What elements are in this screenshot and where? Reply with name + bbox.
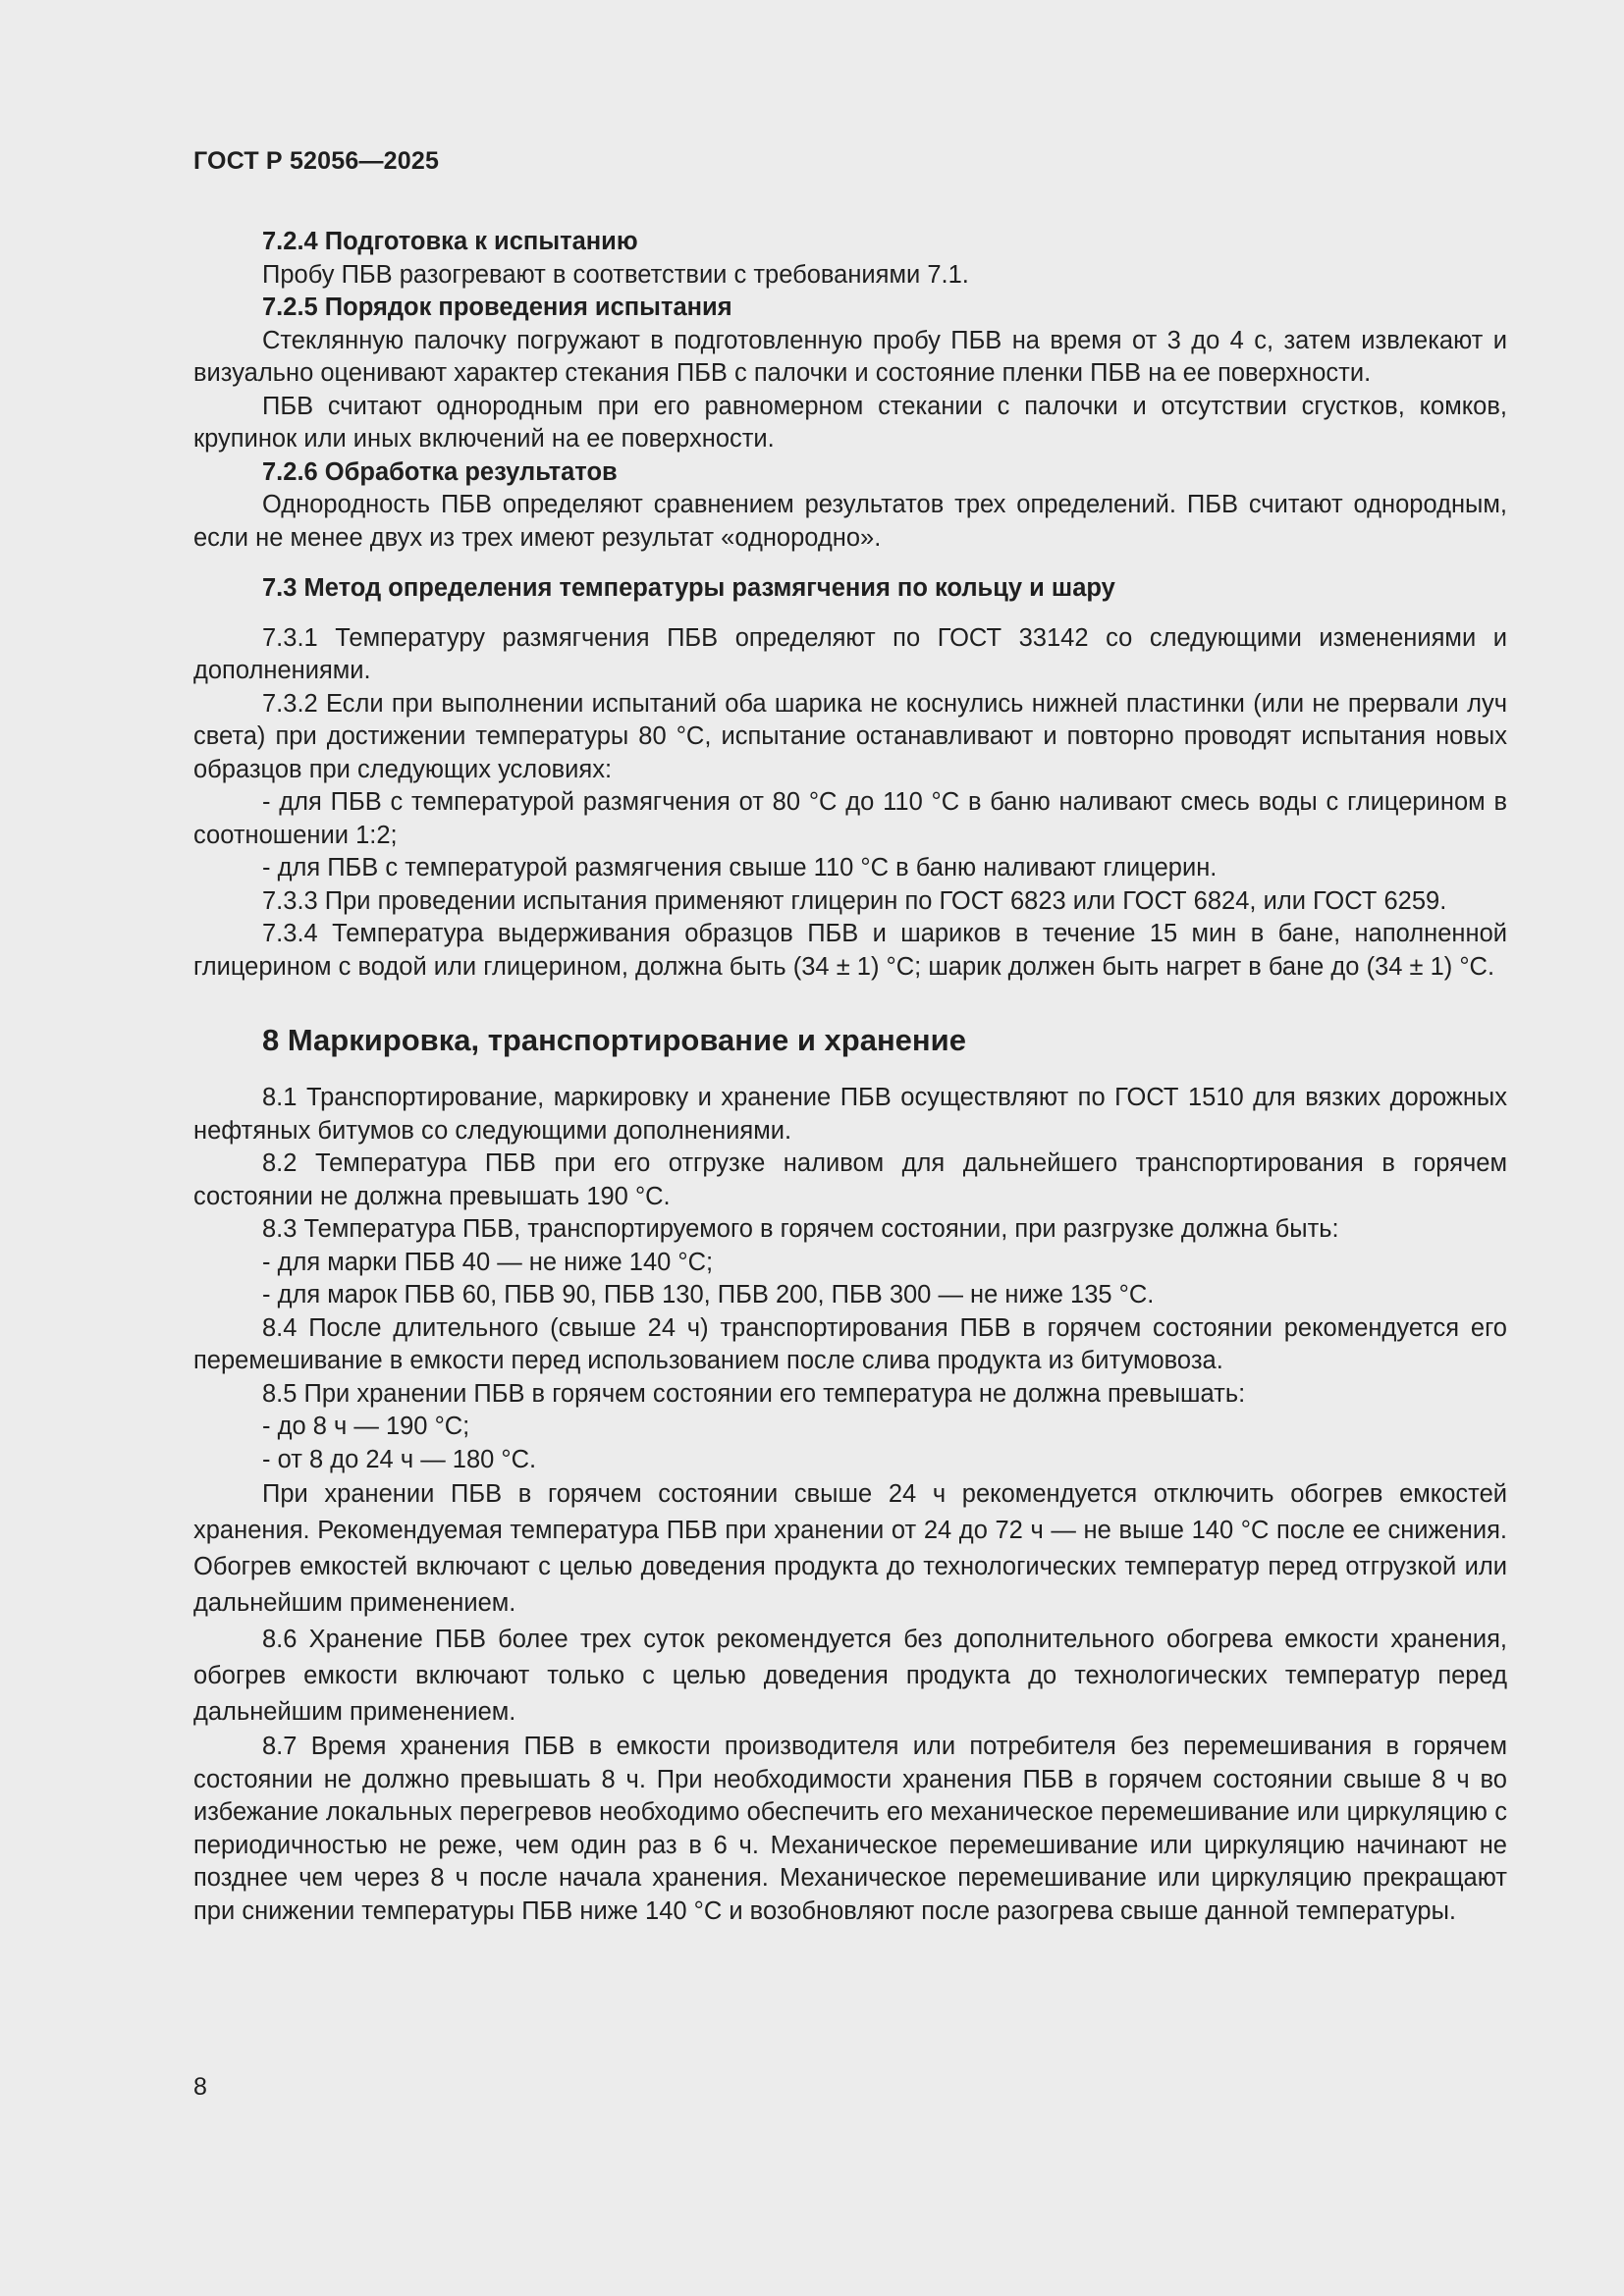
document-header: ГОСТ Р 52056—2025 <box>193 147 440 175</box>
list-item: - для марки ПБВ 40 — не ниже 140 °С; <box>262 1248 714 1276</box>
paragraph: 8.7 Время хранения ПБВ в емкости производителя или потребителя без перемешивания в горячем состоянии не должно превышать 8 ч. При необходимости хранения ПБВ в горячем состоянии свыше 8 ч во избежание локальных перегревов необходимо обеспечить его механическое перемешивание или циркуляцию с периодичностью не реже, чем один раз в 6 ч. Механическое перемешивание или циркуляцию начинают не позднее чем через 8 ч после начала хранения. Механическое перемешивание или циркуляцию прекращают при снижении температуры ПБВ ниже 140 °С и возобновляют после разогрева свыше данной температуры. <box>193 1733 1507 1925</box>
page-number: 8 <box>193 2073 207 2101</box>
paragraph: Стеклянную палочку погружают в подготовленную пробу ПБВ на время от 3 до 4 с, затем извлекают и визуально оценивают характер стекания ПБВ с палочки и состояние пленки ПБВ на ее поверхности. <box>193 326 1507 387</box>
section-heading: 7.2.5 Порядок проведения испытания <box>262 294 732 321</box>
paragraph: 7.3.3 При проведении испытания применяют глицерин по ГОСТ 6823 или ГОСТ 6824, или ГОСТ 6259. <box>262 886 1447 915</box>
paragraph: При хранении ПБВ в горячем состоянии свыше 24 ч рекомендуется отключить обогрев емкостей хранения. Рекомендуемая температура ПБВ при хранении от 24 до 72 ч — не выше 140 °С после ее снижения. Обогрев емкостей включают с целью доведения продукта до технологических температур перед отгрузкой или дальнейшим применением. <box>193 1480 1507 1617</box>
list-item: - до 8 ч — 190 °С; <box>262 1413 470 1440</box>
paragraph: 8.1 Транспортирование, маркировку и хранение ПБВ осуществляют по ГОСТ 1510 для вязких дорожных нефтяных битумов со следующими дополнениями. <box>193 1084 1507 1145</box>
paragraph: 8.3 Температура ПБВ, транспортируемого в горячем состоянии, при разгрузке должна быть: <box>262 1215 1339 1243</box>
section-heading: 7.2.4 Подготовка к испытанию <box>262 228 638 255</box>
paragraph: 8.4 После длительного (свыше 24 ч) транспортирования ПБВ в горячем состоянии рекомендуется его перемешивание в емкости перед использованием после слива продукта из битумовоза. <box>193 1313 1507 1374</box>
list-item: - для марок ПБВ 60, ПБВ 90, ПБВ 130, ПБВ 200, ПБВ 300 — не ниже 135 °С. <box>262 1281 1155 1308</box>
chapter-heading: 8 Маркировка, транспортирование и хранение <box>262 1023 966 1057</box>
paragraph: ПБВ считают однородным при его равномерном стекании с палочки и отсутствии сгустков, комков, крупинок или иных включений на ее поверхности. <box>193 392 1507 453</box>
list-item: - для ПБВ с температурой размягчения свыше 110 °С в баню наливают глицерин. <box>262 854 1218 881</box>
list-item: - от 8 до 24 ч — 180 °С. <box>262 1445 537 1473</box>
paragraph: 7.3.2 Если при выполнении испытаний оба шарика не коснулись нижней пластинки (или не прервали луч света) при достижении температуры 80 °С, испытание останавливают и повторно проводят испытания новых образцов при следующих условиях: <box>193 689 1507 783</box>
subsection-heading: 7.3 Метод определения температуры размягчения по кольцу и шару <box>262 574 1115 602</box>
list-item: - для ПБВ с температурой размягчения от 80 °С до 110 °С в баню наливают смесь воды с глицерином в соотношении 1:2; <box>193 788 1507 849</box>
paragraph: 7.3.1 Температуру размягчения ПБВ определяют по ГОСТ 33142 со следующими изменениями и дополнениями. <box>193 623 1507 684</box>
section-heading: 7.2.6 Обработка результатов <box>262 457 618 486</box>
paragraph: Пробу ПБВ разогревают в соответствии с требованиями 7.1. <box>262 260 969 289</box>
paragraph: 8.5 При хранении ПБВ в горячем состоянии его температура не должна превышать: <box>262 1379 1246 1408</box>
paragraph: 7.3.4 Температура выдерживания образцов ПБВ и шариков в течение 15 мин в бане, наполненной глицерином с водой или глицерином, должна быть (34 ± 1) °С; шарик должен быть нагрет в бане до (34 ± 1) °С. <box>193 920 1507 981</box>
document-body <box>193 226 1507 1928</box>
paragraph: 8.6 Хранение ПБВ более трех суток рекомендуется без дополнительного обогрева емкости хранения, обогрев емкости включают только с целью доведения продукта до технологических температур перед дальнейшим применением. <box>193 1626 1507 1726</box>
paragraph: Однородность ПБВ определяют сравнением результатов трех определений. ПБВ считают однородным, если не менее двух из трех имеют результат «однородно». <box>193 491 1507 552</box>
paragraph: 8.2 Температура ПБВ при его отгрузке наливом для дальнейшего транспортирования в горячем состоянии не должна превышать 190 °С. <box>193 1149 1507 1210</box>
